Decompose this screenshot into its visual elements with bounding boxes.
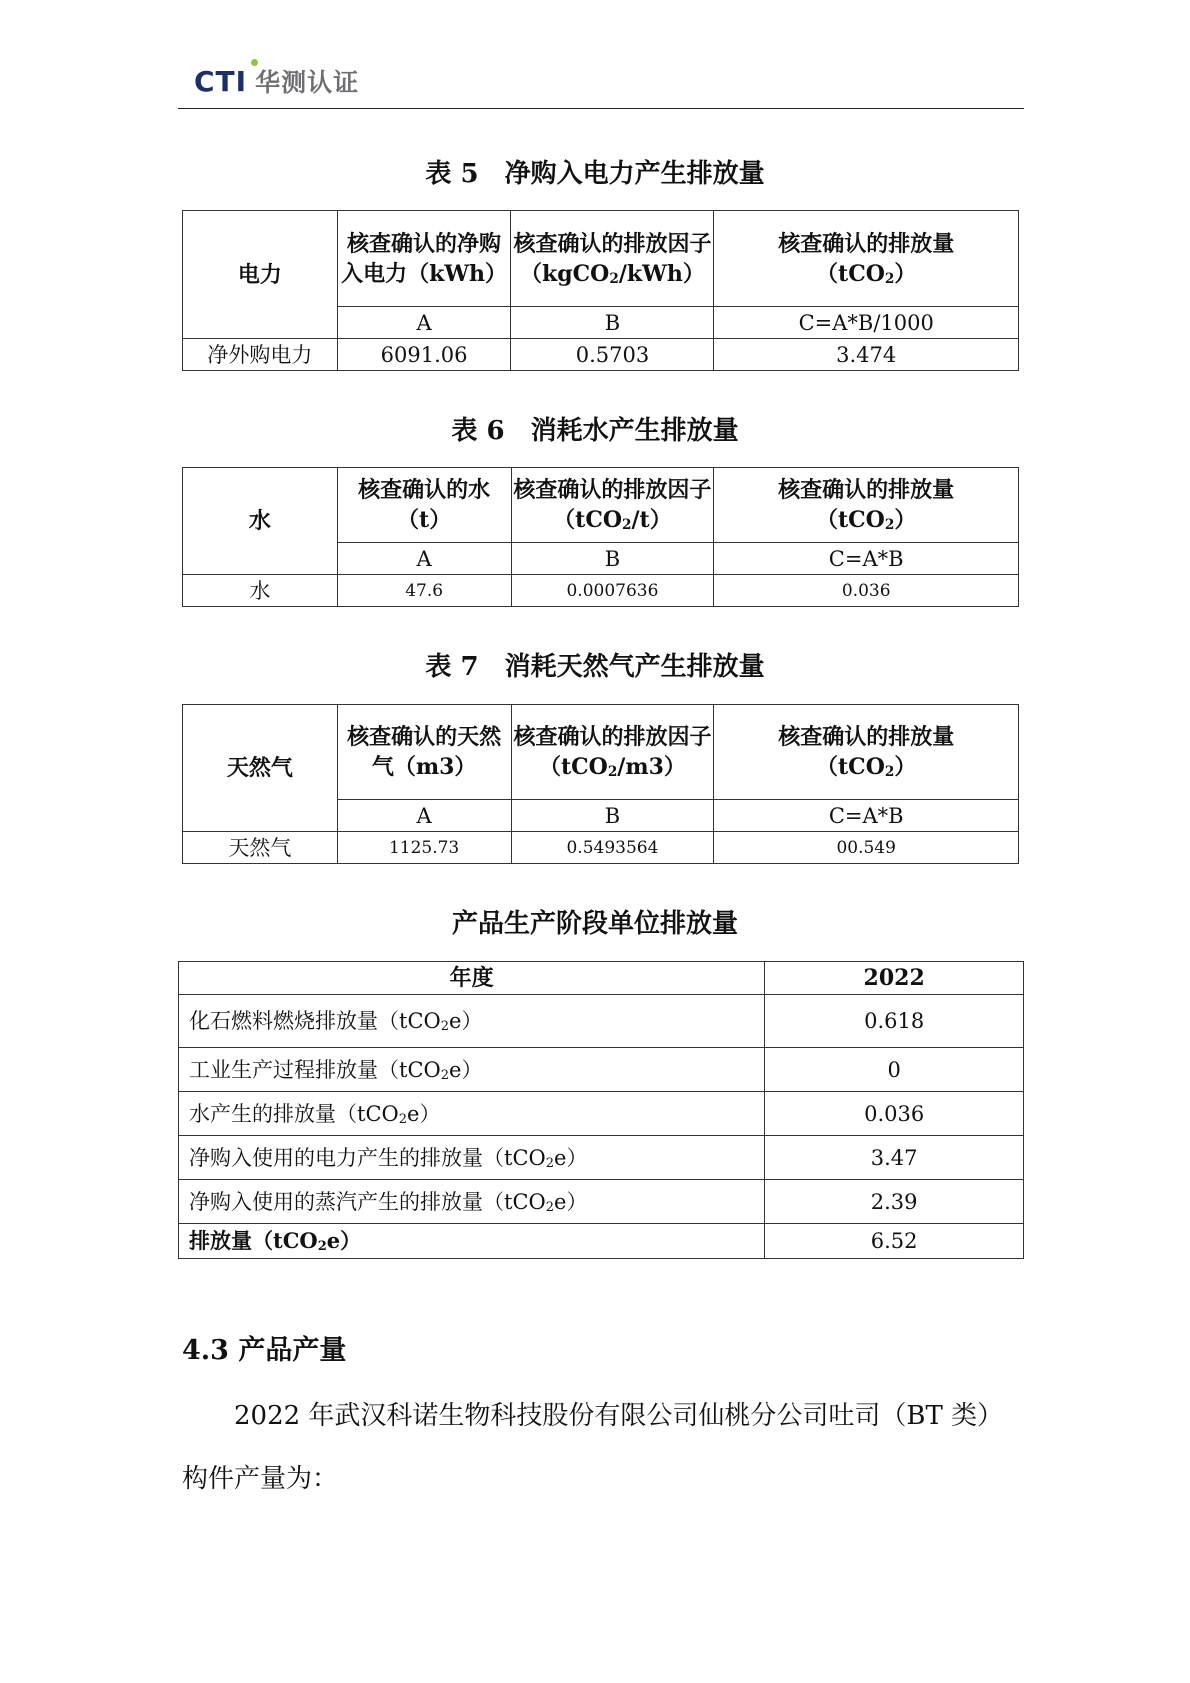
table5-cell-quantity: 6091.06 (337, 339, 511, 371)
summary-row-value: 3.47 (765, 1136, 1024, 1180)
table6-header-quantity: 核查确认的水（t） (337, 468, 511, 543)
table7-col-b: B (511, 800, 714, 832)
logo-dot-icon (251, 59, 258, 66)
table7-natural-gas (182, 704, 1019, 864)
table5-cell-emission: 3.474 (714, 339, 1019, 371)
logo-mark: CTI (194, 64, 248, 98)
summary-row-label: 净购入使用的蒸汽产生的排放量（tCO$_2$e） (179, 1180, 765, 1224)
table-row (183, 832, 1019, 864)
summary-emissions-table (178, 961, 1024, 1259)
summary-header-year: 年度 (179, 962, 765, 995)
table5-header-quantity: 核查确认的净购入电力（kWh） (337, 211, 511, 307)
table5-col-a: A (337, 307, 511, 339)
summary-row-value: 0 (765, 1048, 1024, 1092)
summary-row-value: 0.036 (765, 1092, 1024, 1136)
summary-row-label: 工业生产过程排放量（tCO$_2$e） (179, 1048, 765, 1092)
company-logo (194, 62, 359, 100)
table7-title: 表 7 消耗天然气产生排放量 (425, 652, 765, 682)
table6-header-item: 水 (183, 468, 338, 575)
table5-header-emission: 核查确认的排放量 （tCO$_2$） (714, 211, 1019, 307)
table-row-total (179, 1224, 1024, 1259)
table6-col-c: C=A*B (714, 543, 1019, 575)
table-row (179, 995, 1024, 1048)
table-row (183, 575, 1019, 607)
logo-company-name: 华测认证 (255, 68, 360, 97)
table6-cell-quantity: 47.6 (337, 575, 511, 607)
table6-water (182, 467, 1019, 607)
summary-row-value: 2.39 (765, 1180, 1024, 1224)
table5-cell-factor: 0.5703 (511, 339, 714, 371)
table5-col-b: B (511, 307, 714, 339)
table6-cell-item: 水 (183, 575, 338, 607)
table7-cell-emission: 00.549 (714, 832, 1019, 864)
table5-col-c: C=A*B/1000 (714, 307, 1019, 339)
table5-header-factor: 核查确认的排放因子 （kgCO$_2$/kWh） (511, 211, 714, 307)
table-row (179, 1048, 1024, 1092)
section-paragraph: 2022 年武汉科诺生物科技股份有限公司仙桃分公司吐司（BT 类）构件产量为： (182, 1401, 991, 1494)
summary-header-value: 2022 (765, 962, 1024, 995)
table7-header-item: 天然气 (183, 705, 338, 832)
table-row (179, 1092, 1024, 1136)
table-row (179, 1136, 1024, 1180)
table6-col-b: B (511, 543, 714, 575)
table7-cell-quantity: 1125.73 (337, 832, 511, 864)
summary-row-label: 化石燃料燃烧排放量（tCO$_2$e） (179, 995, 765, 1048)
table5-cell-item: 净外购电力 (183, 339, 338, 371)
table5-header-item: 电力 (183, 211, 338, 339)
table7-cell-factor: 0.5493564 (511, 832, 714, 864)
table6-header-emission: 核查确认的排放量 （tCO$_2$） (714, 468, 1019, 543)
table6-col-a: A (337, 543, 511, 575)
page-header (178, 52, 1024, 109)
table7-cell-item: 天然气 (183, 832, 338, 864)
summary-row-label: 水产生的排放量（tCO$_2$e） (179, 1092, 765, 1136)
table-row (183, 339, 1019, 371)
table6-header-factor: 核查确认的排放因子（tCO$_2$/t） (511, 468, 714, 543)
table-row (179, 1180, 1024, 1224)
table7-col-c: C=A*B (714, 800, 1019, 832)
summary-table-title: 产品生产阶段单位排放量 (451, 909, 738, 939)
table6-cell-emission: 0.036 (714, 575, 1019, 607)
table7-header-factor: 核查确认的排放因子 （tCO$_2$/m3） (511, 705, 714, 800)
table7-header-quantity: 核查确认的天然气（m3） (337, 705, 511, 800)
table6-cell-factor: 0.0007636 (511, 575, 714, 607)
table7-col-a: A (337, 800, 511, 832)
summary-total-label: 排放量（tCO$_2$e） (179, 1224, 765, 1259)
table7-header-emission: 核查确认的排放量 （tCO$_2$） (714, 705, 1019, 800)
table6-title: 表 6 消耗水产生排放量 (451, 416, 739, 446)
summary-row-value: 0.618 (765, 995, 1024, 1048)
table5-electricity (182, 210, 1019, 371)
summary-total-value: 6.52 (765, 1224, 1024, 1259)
section-heading: 4.3 产品产量 (182, 1335, 347, 1366)
table5-title: 表 5 净购入电力产生排放量 (425, 159, 765, 189)
summary-row-label: 净购入使用的电力产生的排放量（tCO$_2$e） (179, 1136, 765, 1180)
